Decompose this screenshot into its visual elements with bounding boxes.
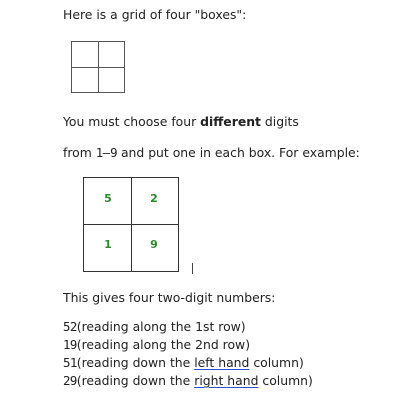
example-grid-horizontal-divider [84, 224, 178, 225]
instruction-rest: and put one in each box. For example: [117, 145, 360, 160]
empty-grid [71, 41, 125, 93]
example-digit-top-left: 5 [104, 192, 112, 205]
example-description: (reading down the [76, 355, 195, 370]
instruction-line-2 [63, 145, 360, 160]
example-number: 19 [63, 337, 77, 352]
spellcheck-underlined-text: left hand [194, 355, 250, 370]
range-end: 9 [110, 145, 117, 160]
instruction-prefix: You must choose four [63, 114, 201, 129]
empty-grid-horizontal-divider [72, 67, 124, 68]
example-digit-top-right: 2 [150, 192, 158, 205]
instruction-suffix: digits [260, 114, 299, 129]
example-line [63, 319, 246, 334]
example-number: 52 [63, 319, 77, 334]
instruction-from: from [63, 145, 96, 160]
example-number: 29 [63, 373, 77, 388]
example-number: 51 [63, 355, 77, 370]
spellcheck-underlined-text: right hand [194, 373, 259, 388]
instruction-bold-word: different [200, 114, 261, 129]
example-line [63, 373, 313, 388]
example-description: (reading along the 2nd row) [76, 337, 251, 352]
example-line [63, 355, 304, 370]
intro-text: Here is a grid of four "boxes": [63, 7, 247, 22]
range-dash: – [102, 145, 111, 160]
example-grid [83, 177, 179, 272]
example-description-end: column) [258, 373, 313, 388]
example-digit-bottom-left: 1 [104, 238, 112, 251]
gives-text: This gives four two-digit numbers: [63, 290, 276, 305]
example-description: (reading down the [76, 373, 195, 388]
example-description: (reading along the 1st row) [76, 319, 246, 334]
example-line [63, 337, 250, 352]
example-description-end: column) [249, 355, 304, 370]
text-cursor [192, 263, 193, 274]
range-start: 1 [95, 145, 103, 160]
example-digit-bottom-right: 9 [150, 238, 158, 251]
instruction-line-1 [63, 114, 299, 129]
